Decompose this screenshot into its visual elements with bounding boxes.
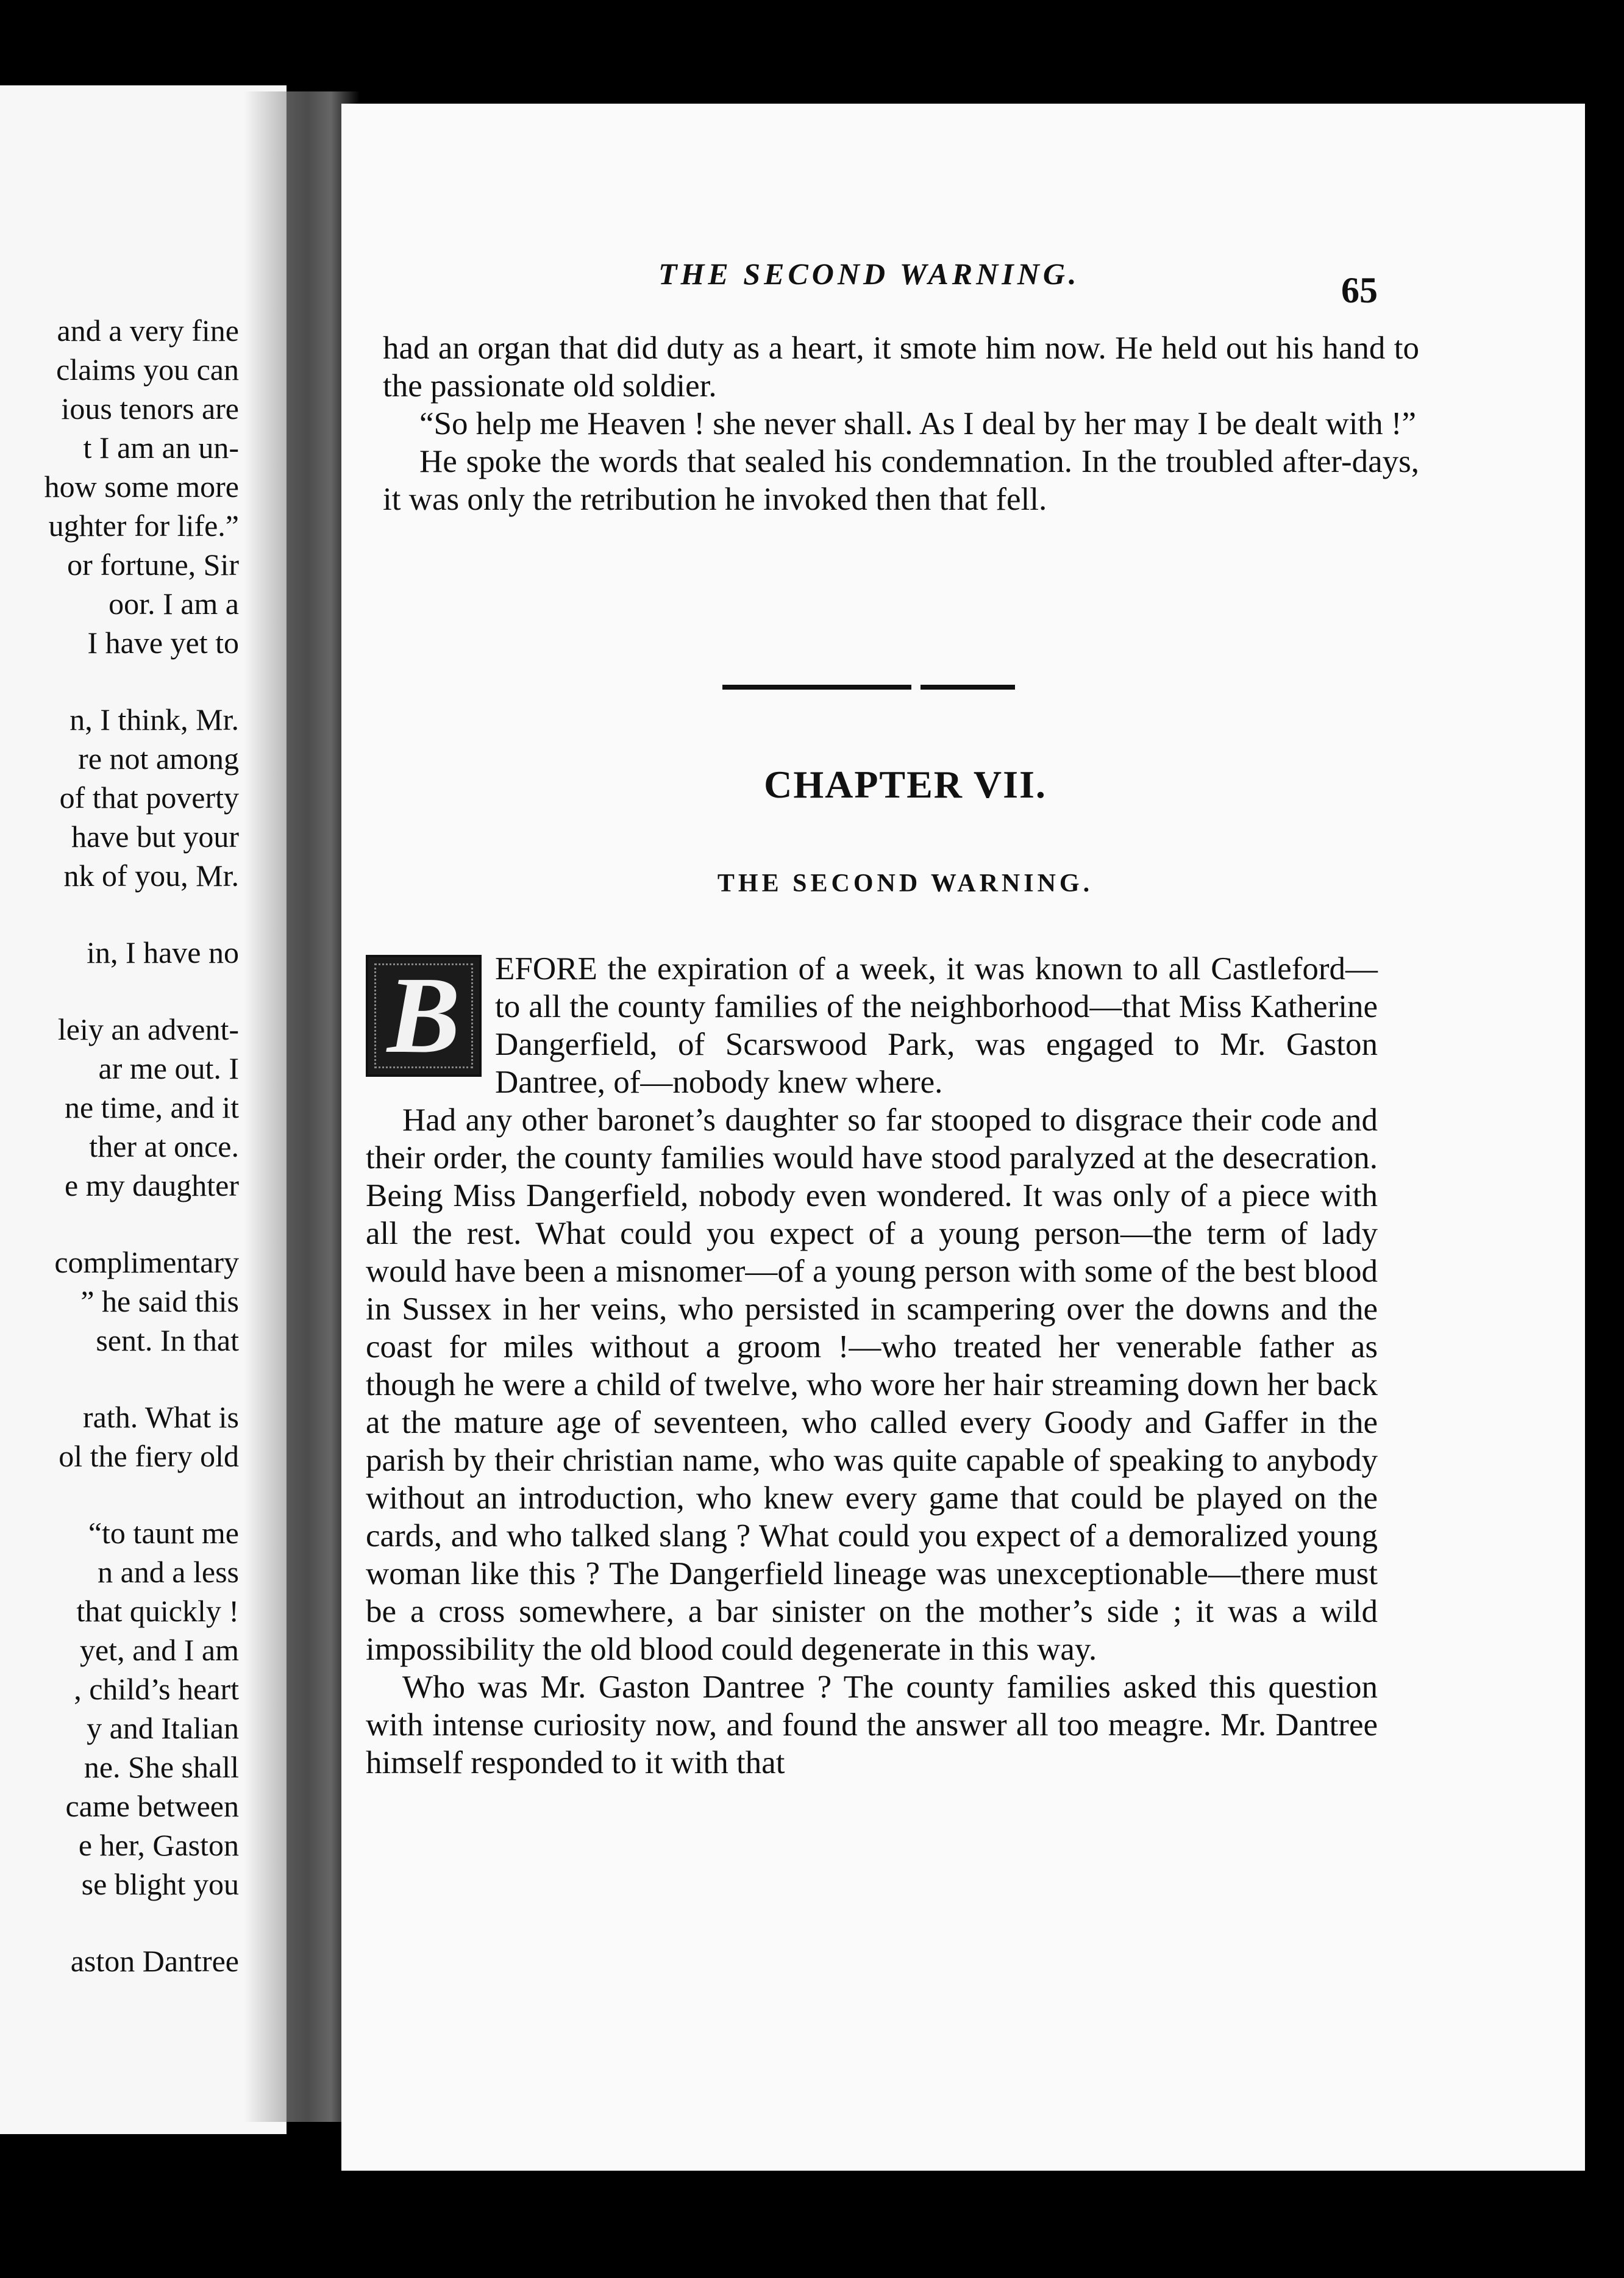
left-page-line: , child’s heart [74,1672,239,1706]
running-head: THE SECOND WARNING. [658,257,1080,291]
left-page-line: ne. She shall [84,1750,239,1784]
left-page-line: of that poverty [59,780,239,815]
left-page-line: e her, Gaston [78,1828,239,1862]
line-gap [0,1205,239,1243]
decorated-initial-drop-cap: B [366,955,482,1077]
paragraph: Who was Mr. Gaston Dantree ? The county families asked this question with intense curiosity now, and found the answer all too meagre. Mr. Dantree himself responded to it with that [366,1669,1378,1780]
left-page-line: in, I have no [87,935,239,969]
paragraph: He spoke the words that sealed his condemnation. In the troubled after-days, it was only the retribution he invoked then that fell. [383,444,1419,517]
chapter-subtitle: THE SECOND WARNING. [717,869,1094,898]
left-page-line: ious tenors are [61,391,239,426]
left-page-line: “to taunt me [88,1516,239,1550]
left-page-line: came between [65,1789,239,1823]
left-page-line: aston Dantree [70,1944,239,1978]
left-page-line: ughter for life.” [48,509,239,543]
paragraph-text: EFORE the expiration of a week, it was known to all Castleford—to all the county families of the neighborhood—that Miss Katherine Dangerfield, of Scarswood Park, was engaged to Mr. Gaston Dantree, of—nobody knew where. [495,951,1378,1100]
chapter-text-block [366,950,1378,1782]
left-page-line: claims you can [56,352,239,387]
left-page-line: t I am an un- [83,430,239,465]
left-page-line: and a very fine [57,313,239,348]
left-page-line: y and Italian [87,1711,239,1745]
left-page-text [0,311,239,1980]
left-page-line: sent. In that [96,1323,239,1357]
line-gap [0,1904,239,1941]
first-paragraph [366,950,1378,1101]
left-page-line: I have yet to [87,626,239,660]
left-page-line: se blight you [81,1867,239,1901]
left-page-line: e my daughter [64,1168,239,1202]
paragraph: had an organ that did duty as a heart, it smote him now. He held out his hand to the passionate old soldier. [383,330,1419,404]
left-page-line: re not among [78,741,239,776]
left-page-line: that quickly ! [76,1594,239,1628]
section-divider-rule [921,685,1015,690]
line-gap [0,1360,239,1398]
left-page-line: ” he said this [80,1284,239,1318]
left-page-line: have but your [71,819,239,854]
left-page-line: rath. What is [83,1400,239,1434]
left-page-line: nk of you, Mr. [63,859,239,893]
line-gap [0,972,239,1010]
left-page-line: ol the fiery old [59,1439,239,1473]
paragraph: Had any other baronet’s daughter so far stooped to disgrace their code and their order, the county families would have stood paralyzed at the desecration. Being Miss Dangerfield, nobody even wondered. It was only of a piece with all the rest. What could you expect of a young person—the term of lady would have been a misnomer—of a young person with some of the best blood in Sussex in her veins, who persisted in scampering over the downs and the coast for miles without a groom !—who treated her venerable father as though he were a child of twelve, who wore her hair streaming down her back at the mature age of seventeen, who called every Goody and Gaffer in the parish by their christian name, who was quite capable of speaking to anybody without an introduction, who knew every game that could be played on the cards, and who talked slang ? What could you expect of a demoralized young woman like this ? The Dangerfield lineage was unexceptionable—there must be a cross somewhere, a bar sinister on the mother’s side ; it was a wild impossibility the old blood could degenerate in this way. [366,1102,1378,1667]
left-page-line: complimentary [54,1245,239,1279]
left-page-line: how some more [44,470,239,504]
line-gap [0,662,239,700]
left-page-line: leiy an advent- [57,1012,239,1046]
chapter-heading: CHAPTER VII. [764,763,1047,806]
line-gap [0,1476,239,1513]
left-page-line: n, I think, Mr. [69,702,239,737]
left-facing-page [0,85,287,2134]
section-divider-rule [722,685,911,690]
main-page [341,104,1585,2171]
top-text-block [383,329,1419,518]
left-page-line: yet, and I am [79,1633,239,1667]
line-gap [0,895,239,933]
page-number: 65 [1341,270,1378,310]
left-page-line: ne time, and it [64,1090,239,1124]
left-page-line: ar me out. I [98,1051,239,1085]
left-page-line: ther at once. [89,1129,239,1163]
left-page-line: oor. I am a [109,587,239,621]
paragraph: “So help me Heaven ! she never shall. As I deal by her may I be dealt with !” [419,406,1417,441]
left-page-line: n and a less [98,1555,239,1589]
left-page-line: or fortune, Sir [67,548,239,582]
